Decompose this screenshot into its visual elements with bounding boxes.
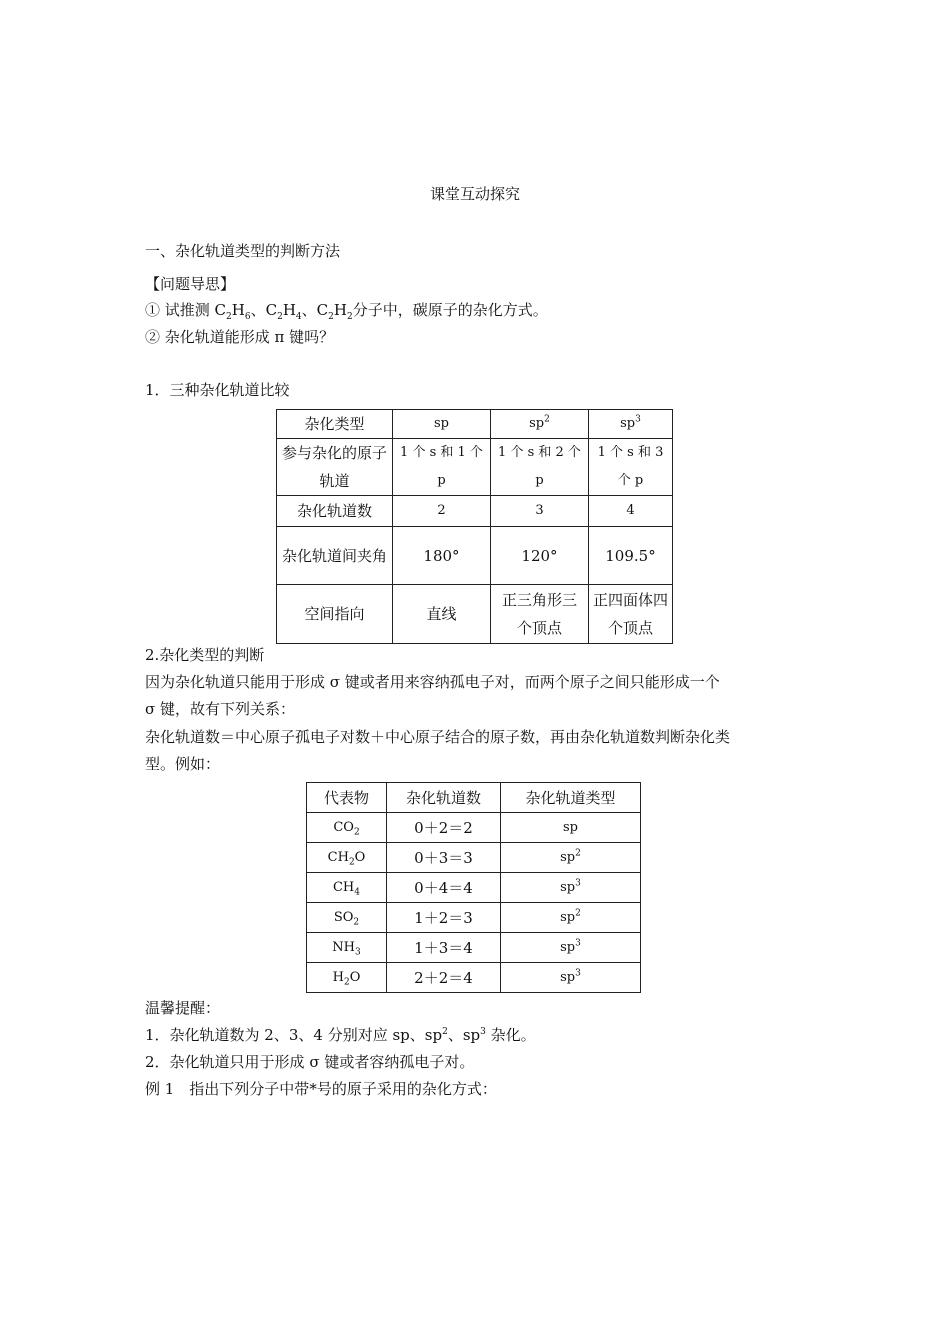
table-cell: $sp^3$ (589, 410, 673, 439)
table-cell: $sp^2$ (501, 903, 641, 933)
tip-2: 2．杂化轨道只用于形成 σ 键或者容纳孤电子对。 (145, 1053, 475, 1071)
table-cell: 3 (491, 496, 589, 527)
table-cell: $CO_2$ (307, 813, 387, 843)
tip-1: 1．杂化轨道数为 2、3、4 分别对应 sp、$sp^2$、$sp^3$ 杂化。 (145, 1026, 536, 1044)
table-cell: 0＋3＝3 (387, 843, 501, 873)
paragraph: 因为杂化轨道只能用于形成 σ 键或者用来容纳孤电子对，而两个原子之间只能形成一个 (145, 673, 720, 691)
table-header: 杂化轨道类型 (501, 783, 641, 813)
subheading-2: 2.杂化类型的判断 (145, 646, 265, 664)
table-cell: 直线 (393, 585, 491, 644)
paragraph: 杂化轨道数＝中心原子孤电子对数＋中心原子结合的原子数，再由杂化轨道数判断杂化类 (145, 728, 731, 746)
table-cell: 1 个 s 和 1 个 p (393, 439, 491, 496)
table-cell: $sp^3$ (501, 963, 641, 993)
table-cell: $SO_2$ (307, 903, 387, 933)
page-title: 课堂互动探究 (429, 185, 520, 203)
paragraph: 型。例如： (145, 755, 221, 773)
table-cell: 1＋3＝4 (387, 933, 501, 963)
example-1: 例 1 指出下列分子中带*号的原子采用的杂化方式： (145, 1080, 497, 1098)
table-cell: $NH_3$ (307, 933, 387, 963)
table-cell: $CH_4$ (307, 873, 387, 903)
table-row (307, 933, 641, 963)
table-cell: 参与杂化的原子轨道 (277, 439, 393, 496)
table-cell: 1 个 s 和 3 个 p (589, 439, 673, 496)
paragraph: σ 键，故有下列关系： (145, 700, 296, 718)
subheading-1: 1．三种杂化轨道比较 (145, 381, 290, 399)
tip-heading: 温馨提醒： (145, 999, 221, 1017)
example-table (306, 782, 641, 993)
table-cell: $sp^2$ (501, 843, 641, 873)
table-cell: $sp^3$ (501, 873, 641, 903)
table-cell: 180° (393, 527, 491, 585)
table-cell: $CH_2O$ (307, 843, 387, 873)
question-2: ② 杂化轨道能形成 π 键吗？ (145, 328, 335, 346)
table-row (307, 963, 641, 993)
table-row (307, 873, 641, 903)
table-cell: sp (501, 813, 641, 843)
table-cell: 4 (589, 496, 673, 527)
table-header: 代表物 (307, 783, 387, 813)
table-cell: 1＋2＝3 (387, 903, 501, 933)
table-row (307, 813, 641, 843)
table-cell: 2 (393, 496, 491, 527)
table-cell: 2＋2＝4 (387, 963, 501, 993)
table-cell: 杂化轨道数 (277, 496, 393, 527)
table-cell: $sp^3$ (501, 933, 641, 963)
hybrid-comparison-table (276, 409, 673, 644)
table-cell: 空间指向 (277, 585, 393, 644)
table-cell: 杂化类型 (277, 410, 393, 439)
section-heading: 一、杂化轨道类型的判断方法 (145, 242, 341, 260)
table-cell: $H_2O$ (307, 963, 387, 993)
table-cell: 0＋4＝4 (387, 873, 501, 903)
question-1: ① 试推测 $C_2H_6$、$C_2H_4$、$C_2H_2$分子中，碳原子的杂化方式。 (145, 301, 548, 322)
table-cell: 正四面体四个顶点 (589, 585, 673, 644)
table-cell: 杂化轨道间夹角 (277, 527, 393, 585)
table-cell: 120° (491, 527, 589, 585)
table-row (307, 903, 641, 933)
table-row (307, 843, 641, 873)
table-cell: 1 个 s 和 2 个 p (491, 439, 589, 496)
guide-heading: 【问题导思】 (145, 275, 236, 293)
table-cell: 0＋2＝2 (387, 813, 501, 843)
table-cell: 正三角形三个顶点 (491, 585, 589, 644)
table-cell: 109.5° (589, 527, 673, 585)
table-cell: $sp^2$ (491, 410, 589, 439)
table-header: 杂化轨道数 (387, 783, 501, 813)
table-cell: sp (393, 410, 491, 439)
